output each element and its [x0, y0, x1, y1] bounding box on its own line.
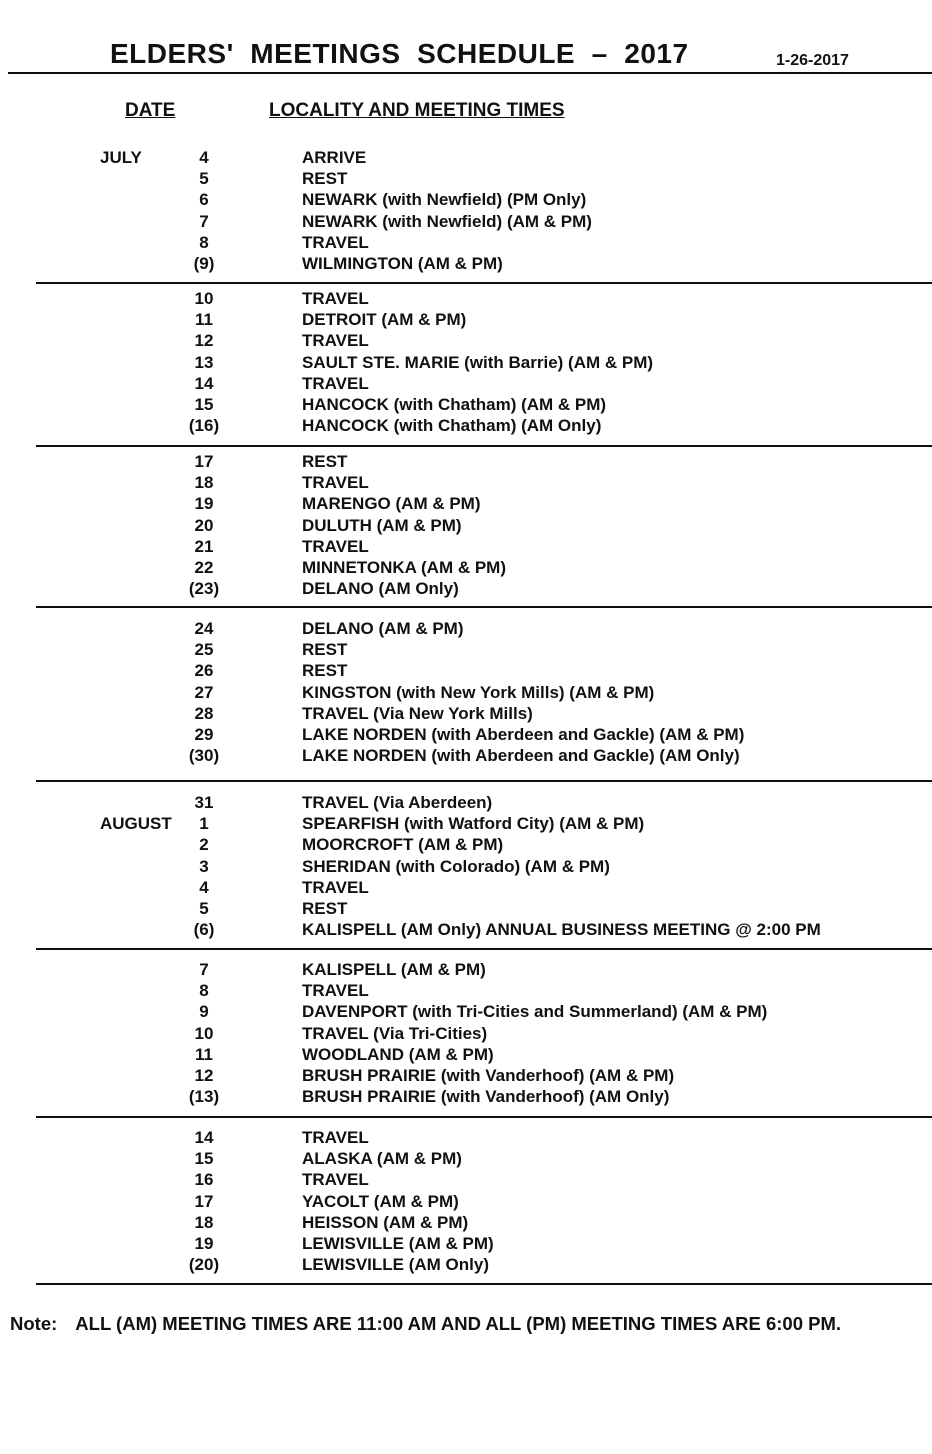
column-header-date: DATE [125, 100, 176, 121]
schedule-row [0, 1191, 932, 1212]
row-day: (20) [188, 1255, 220, 1275]
row-day: 12 [194, 1066, 214, 1085]
row-day: (23) [188, 579, 220, 599]
row-day: 7 [199, 211, 209, 231]
schedule-row [0, 415, 932, 436]
row-day: 28 [194, 703, 214, 723]
row-day: 17 [194, 1191, 214, 1211]
schedule-row [0, 557, 932, 578]
schedule-row [0, 1023, 932, 1044]
row-day: 29 [194, 725, 214, 744]
note-text: ALL (AM) MEETING TIMES ARE 11:00 AM AND ALL (PM) MEETING TIMES ARE 6:00 PM. [75, 1313, 842, 1334]
schedule-row [0, 745, 932, 766]
row-locality: TRAVEL (Via New York Mills) [302, 703, 533, 723]
row-locality: NEWARK (with Newfield) (PM Only) [302, 190, 587, 210]
row-locality: HANCOCK (with Chatham) (AM & PM) [302, 395, 607, 414]
row-day: 11 [195, 310, 213, 330]
row-day: (13) [188, 1087, 220, 1107]
row-locality: TRAVEL [302, 232, 369, 252]
row-locality: WILMINGTON (AM & PM) [302, 254, 503, 273]
row-day: 13 [194, 352, 214, 372]
row-locality: WOODLAND (AM & PM) [302, 1044, 494, 1064]
row-locality: TRAVEL [302, 1170, 369, 1190]
row-locality: REST [302, 899, 348, 918]
schedule-row [0, 724, 932, 745]
row-locality: KINGSTON (with New York Mills) (AM & PM) [302, 682, 655, 702]
row-locality: TRAVEL [302, 536, 369, 556]
row-day: 31 [194, 793, 214, 812]
schedule-row [0, 1086, 932, 1107]
row-day: (6) [193, 920, 215, 940]
schedule-title: ELDERS' MEETINGS SCHEDULE – 2017 [110, 38, 689, 69]
row-day: 26 [194, 661, 214, 681]
row-locality: DELANO (AM & PM) [302, 619, 464, 638]
schedule-row [0, 1254, 932, 1275]
schedule-row [0, 660, 932, 681]
week-separator [36, 282, 932, 284]
row-day: 5 [199, 169, 209, 189]
row-locality: YACOLT (AM & PM) [302, 1191, 459, 1211]
row-month: JULY [100, 148, 142, 167]
schedule-row [0, 792, 932, 813]
row-day: 24 [194, 619, 214, 638]
row-locality: TRAVEL [302, 331, 369, 351]
schedule-row [0, 1169, 932, 1190]
row-day: 8 [199, 981, 209, 1001]
row-locality: DETROIT (AM & PM) [302, 310, 467, 330]
schedule-row [0, 309, 932, 330]
schedule-row [0, 493, 932, 514]
week-separator [36, 445, 932, 447]
schedule-row [0, 1212, 932, 1233]
schedule-row [0, 394, 932, 415]
schedule-row [0, 232, 932, 253]
row-day: 18 [194, 1212, 214, 1232]
row-locality: DAVENPORT (with Tri-Cities and Summerland) (AM & PM) [302, 1002, 768, 1022]
row-locality: TRAVEL [302, 981, 369, 1001]
schedule-row [0, 330, 932, 351]
title-rule [8, 72, 932, 74]
week-separator [36, 1283, 932, 1285]
row-locality: LAKE NORDEN (with Aberdeen and Gackle) (AM Only) [302, 746, 740, 766]
week-separator [36, 948, 932, 950]
schedule-row [0, 877, 932, 898]
row-locality: TRAVEL (Via Aberdeen) [302, 793, 493, 812]
row-day: 12 [194, 331, 214, 351]
schedule-row [0, 682, 932, 703]
row-locality: SHERIDAN (with Colorado) (AM & PM) [302, 856, 610, 876]
schedule-row [0, 1044, 932, 1065]
row-day: 27 [194, 682, 214, 702]
week-separator [36, 780, 932, 782]
row-locality: LEWISVILLE (AM & PM) [302, 1234, 494, 1253]
schedule-row [0, 373, 932, 394]
row-day: 7 [199, 960, 209, 979]
schedule-row [0, 856, 932, 877]
schedule-row [0, 1065, 932, 1086]
row-locality: ALASKA (AM & PM) [302, 1149, 462, 1169]
schedule-row [0, 211, 932, 232]
row-locality: KALISPELL (AM & PM) [302, 960, 486, 979]
schedule-row [0, 980, 932, 1001]
week-separator [36, 606, 932, 608]
row-day: 5 [199, 899, 209, 918]
schedule-row [0, 898, 932, 919]
row-locality: LAKE NORDEN (with Aberdeen and Gackle) (AM & PM) [302, 725, 745, 744]
schedule-row [0, 578, 932, 599]
row-day: (9) [193, 254, 215, 273]
row-locality: BRUSH PRAIRIE (with Vanderhoof) (AM & PM) [302, 1066, 675, 1085]
row-day: 21 [194, 536, 214, 556]
row-locality: SAULT STE. MARIE (with Barrie) (AM & PM) [302, 352, 654, 372]
row-locality: MOORCROFT (AM & PM) [302, 835, 504, 855]
row-day: 14 [194, 1128, 214, 1147]
schedule-row [0, 288, 932, 309]
schedule-row [0, 1127, 932, 1148]
schedule-row [0, 703, 932, 724]
schedule-row [0, 639, 932, 660]
row-locality: TRAVEL (Via Tri-Cities) [302, 1023, 488, 1043]
row-locality: TRAVEL [302, 289, 369, 308]
schedule-row [0, 515, 932, 536]
schedule-row [0, 451, 932, 472]
row-day: 10 [194, 1023, 214, 1043]
row-locality: REST [302, 169, 348, 189]
row-locality: TRAVEL [302, 877, 369, 897]
schedule-row [0, 352, 932, 373]
row-locality: NEWARK (with Newfield) (AM & PM) [302, 211, 592, 231]
column-header-locality: LOCALITY AND MEETING TIMES [269, 100, 565, 121]
row-day: 10 [194, 289, 214, 308]
row-day: 15 [194, 1149, 214, 1169]
schedule-row [0, 168, 932, 189]
row-locality: REST [302, 640, 348, 660]
schedule-row [0, 1001, 932, 1022]
row-locality: MINNETONKA (AM & PM) [302, 558, 506, 577]
row-day: 14 [194, 373, 214, 393]
schedule-row [0, 959, 932, 980]
row-day: 19 [194, 494, 214, 514]
row-day: (16) [188, 416, 220, 436]
schedule-row [0, 1233, 932, 1254]
schedule-row [0, 618, 932, 639]
row-locality: DULUTH (AM & PM) [302, 515, 462, 535]
row-month: AUGUST [100, 814, 172, 834]
schedule-row [0, 536, 932, 557]
footer-note [10, 1313, 841, 1335]
row-locality: MARENGO (AM & PM) [302, 494, 481, 514]
schedule-row [0, 919, 932, 940]
row-locality: TRAVEL [302, 1128, 369, 1147]
row-day: 22 [194, 558, 214, 577]
row-day: 2 [199, 835, 209, 855]
row-day: 11 [195, 1044, 213, 1064]
row-day: 1 [199, 814, 209, 834]
schedule-row [0, 189, 932, 210]
row-locality: LEWISVILLE (AM Only) [302, 1255, 489, 1275]
row-day: 9 [199, 1002, 209, 1022]
schedule-row [0, 147, 932, 168]
row-locality: REST [302, 452, 348, 471]
row-day: 19 [194, 1234, 214, 1253]
row-locality: TRAVEL [302, 373, 369, 393]
row-locality: DELANO (AM Only) [302, 579, 459, 599]
note-label: Note: [10, 1313, 58, 1334]
week-separator [36, 1116, 932, 1118]
row-day: 20 [194, 515, 214, 535]
row-day: 25 [194, 640, 214, 660]
row-day: (30) [188, 746, 220, 766]
schedule-row [0, 472, 932, 493]
row-day: 15 [194, 395, 214, 414]
row-locality: SPEARFISH (with Watford City) (AM & PM) [302, 814, 645, 834]
row-day: 18 [194, 473, 214, 493]
schedule-row [0, 834, 932, 855]
row-day: 17 [194, 452, 214, 471]
row-locality: BRUSH PRAIRIE (with Vanderhoof) (AM Only) [302, 1087, 670, 1107]
schedule-row [0, 813, 932, 834]
row-locality: TRAVEL [302, 473, 369, 493]
row-day: 4 [199, 877, 209, 897]
row-locality: HANCOCK (with Chatham) (AM Only) [302, 416, 602, 436]
schedule-row [0, 253, 932, 274]
row-locality: ARRIVE [302, 148, 367, 167]
row-day: 4 [199, 148, 209, 167]
revision-date: 1-26-2017 [776, 52, 849, 69]
row-day: 6 [199, 190, 209, 210]
schedule-row [0, 1148, 932, 1169]
row-day: 3 [199, 856, 209, 876]
row-locality: REST [302, 661, 348, 681]
row-locality: KALISPELL (AM Only) ANNUAL BUSINESS MEETING @ 2:00 PM [302, 920, 821, 940]
row-day: 16 [194, 1170, 214, 1190]
row-day: 8 [199, 232, 209, 252]
row-locality: HEISSON (AM & PM) [302, 1212, 469, 1232]
